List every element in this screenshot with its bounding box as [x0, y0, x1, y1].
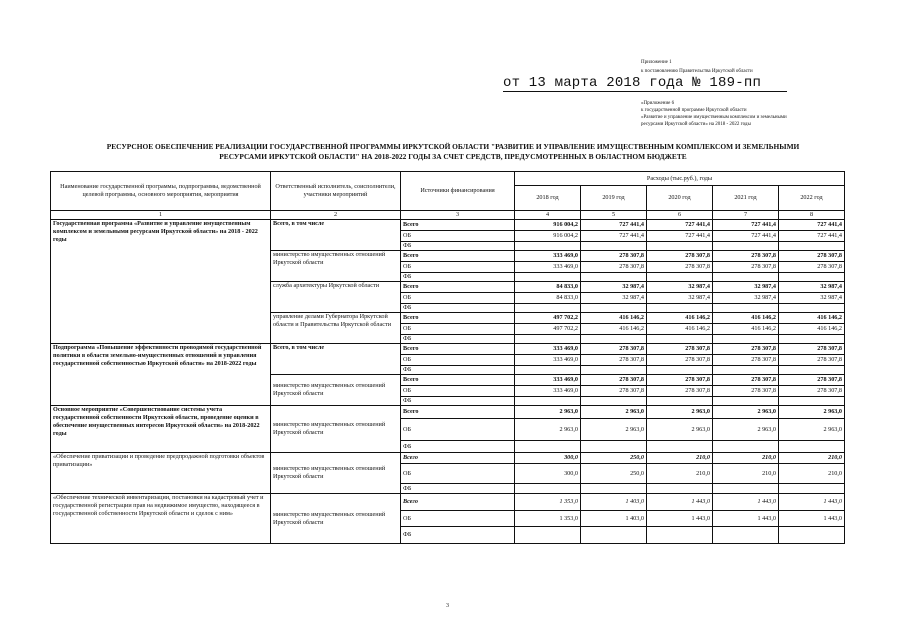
col-number: 8 [779, 211, 845, 220]
col-number: 5 [581, 211, 647, 220]
amount-cell: 32 987,4 [779, 282, 845, 293]
amount-cell: 278 307,8 [779, 262, 845, 273]
amount-cell: 2 963,0 [515, 406, 581, 419]
amount-cell [713, 397, 779, 406]
amount-cell [713, 366, 779, 375]
amount-cell: 1 353,0 [515, 494, 581, 511]
amount-cell [647, 366, 713, 375]
amount-cell [581, 335, 647, 344]
amount-cell: 727 441,4 [647, 231, 713, 242]
amount-cell: 416 146,2 [581, 324, 647, 335]
program-name: Государственная программа «Развитие и управление имущественным комплексом и земельными ресурсами Иркутской области» на 2018 - 2022 годы [51, 220, 271, 344]
amount-cell: 278 307,8 [713, 386, 779, 397]
amount-cell: 210,0 [713, 453, 779, 464]
col-number: 1 [51, 211, 271, 220]
amount-cell [647, 484, 713, 494]
amount-cell: 278 307,8 [779, 375, 845, 386]
amount-cell: 278 307,8 [647, 262, 713, 273]
amount-cell: 278 307,8 [779, 251, 845, 262]
amount-cell: 32 987,4 [713, 282, 779, 293]
executor-architecture: служба архитектуры Иркутской области [271, 282, 401, 313]
amount-cell: 2 963,0 [581, 406, 647, 419]
source-fb: ФБ [401, 335, 515, 344]
source-total: Всего [401, 453, 515, 464]
amount-cell: 2 963,0 [515, 419, 581, 441]
amount-cell [515, 304, 581, 313]
executor-ministry: министерство имущественных отношений Иркутской области [271, 406, 401, 453]
amount-cell [515, 335, 581, 344]
amount-cell: 2 963,0 [713, 419, 779, 441]
col-number: 3 [401, 211, 515, 220]
amount-cell: 916 004,2 [515, 231, 581, 242]
amount-cell: 416 146,2 [647, 313, 713, 324]
amount-cell: 727 441,4 [647, 220, 713, 231]
activity-inventory: «Обеспечение технической инвентаризации, постановки на кадастровый учет и государственной регистрации прав на недвижимое имущество, находящееся в государственной собственности Иркутской области и сделок с ним» [51, 494, 271, 544]
amount-cell [713, 273, 779, 282]
col-number: 7 [713, 211, 779, 220]
amount-cell: 2 963,0 [779, 419, 845, 441]
amount-cell [713, 484, 779, 494]
amount-cell [515, 273, 581, 282]
amount-cell: 278 307,8 [647, 251, 713, 262]
source-total: Всего [401, 313, 515, 324]
amount-cell: 278 307,8 [779, 386, 845, 397]
amount-cell [581, 484, 647, 494]
amount-cell: 1 353,0 [515, 511, 581, 527]
header-year: 2018 год [515, 186, 581, 211]
col-number: 6 [647, 211, 713, 220]
header-year: 2019 год [581, 186, 647, 211]
source-fb: ФБ [401, 304, 515, 313]
executor-ministry: министерство имущественных отношений Иркутской области [271, 375, 401, 406]
source-fb: ФБ [401, 484, 515, 494]
source-total: Всего [401, 282, 515, 293]
header-year: 2021 год [713, 186, 779, 211]
col-number: 4 [515, 211, 581, 220]
amount-cell: 1 443,0 [779, 511, 845, 527]
amount-cell: 333 469,0 [515, 375, 581, 386]
amount-cell: 278 307,8 [713, 355, 779, 366]
document-title-line: РЕСУРСАМИ ИРКУТСКОЙ ОБЛАСТИ" НА 2018-2022 ГОДЫ ЗА СЧЕТ СРЕДСТВ, ПРЕДУСМОТРЕННЫХ В ОБЛАСТНОМ БЮДЖЕТЕ [219, 152, 687, 161]
executor-ministry: министерство имущественных отношений Иркутской области [271, 251, 401, 282]
amount-cell [779, 527, 845, 544]
subprogram-name: Подпрограмма «Повышение эффективности проводимой государственной политики в области земельно-имущественных отношений и управления государственной собственностью Иркутской области» на 2018-2022 годы [51, 344, 271, 406]
amount-cell [515, 527, 581, 544]
executor-ministry: министерство имущественных отношений Иркутской области [271, 494, 401, 544]
appendix-1-subtitle: к постановлению Правительства Иркутской области [641, 69, 753, 74]
amount-cell [713, 304, 779, 313]
source-ob: ОБ [401, 464, 515, 484]
source-ob: ОБ [401, 419, 515, 441]
amount-cell: 210,0 [713, 464, 779, 484]
activity-privatization: «Обеспечение приватизации и проведение предпродажной подготовки объектов приватизации» [51, 453, 271, 494]
amount-cell: 2 963,0 [647, 419, 713, 441]
source-ob: ОБ [401, 231, 515, 242]
amount-cell [515, 242, 581, 251]
amount-cell: 497 702,2 [515, 324, 581, 335]
amount-cell [647, 397, 713, 406]
amount-cell: 32 987,4 [647, 282, 713, 293]
amount-cell [779, 397, 845, 406]
amount-cell [515, 484, 581, 494]
executor-total: Всего, в том числе [271, 220, 401, 251]
amount-cell [515, 366, 581, 375]
amount-cell [779, 484, 845, 494]
amount-cell [647, 441, 713, 453]
amount-cell: 300,0 [515, 453, 581, 464]
amount-cell [713, 527, 779, 544]
source-total: Всего [401, 344, 515, 355]
appendix-6-line: «Развитие и управление имущественным комплексом и земельными [641, 115, 787, 120]
header-year: 2022 год [779, 186, 845, 211]
appendix-1-note [641, 58, 753, 76]
source-ob: ОБ [401, 355, 515, 366]
header-executor: Ответственный исполнитель, соисполнители, участники мероприятий [271, 172, 401, 211]
amount-cell: 278 307,8 [581, 262, 647, 273]
amount-cell: 1 443,0 [713, 511, 779, 527]
amount-cell [581, 304, 647, 313]
appendix-1-title: Приложение 1 [641, 60, 672, 65]
amount-cell: 278 307,8 [713, 375, 779, 386]
amount-cell [779, 304, 845, 313]
amount-cell: 416 146,2 [713, 324, 779, 335]
amount-cell: 210,0 [647, 464, 713, 484]
header-name: Наименование государственной программы, подпрограммы, ведомственной целевой программы, основного мероприятия, мероприятия [51, 172, 271, 211]
amount-cell: 497 702,2 [515, 313, 581, 324]
amount-cell: 2 963,0 [779, 406, 845, 419]
amount-cell: 250,0 [581, 453, 647, 464]
amount-cell: 333 469,0 [515, 355, 581, 366]
amount-cell [713, 441, 779, 453]
appendix-6-line: к государственной программе Иркутской области [641, 108, 747, 113]
amount-cell [713, 335, 779, 344]
source-fb: ФБ [401, 273, 515, 282]
amount-cell [581, 397, 647, 406]
amount-cell: 1 443,0 [713, 494, 779, 511]
appendix-6-note [641, 100, 787, 128]
amount-cell: 1 443,0 [647, 494, 713, 511]
header-source: Источники финансирования [401, 172, 515, 211]
amount-cell: 333 469,0 [515, 262, 581, 273]
amount-cell [779, 335, 845, 344]
amount-cell: 278 307,8 [647, 344, 713, 355]
amount-cell: 278 307,8 [647, 386, 713, 397]
amount-cell [581, 242, 647, 251]
amount-cell: 333 469,0 [515, 251, 581, 262]
amount-cell: 1 403,0 [581, 494, 647, 511]
amount-cell: 333 469,0 [515, 386, 581, 397]
source-total: Всего [401, 406, 515, 419]
source-total: Всего [401, 251, 515, 262]
amount-cell: 416 146,2 [779, 313, 845, 324]
amount-cell [515, 397, 581, 406]
amount-cell: 84 833,0 [515, 293, 581, 304]
amount-cell: 2 963,0 [647, 406, 713, 419]
amount-cell: 250,0 [581, 464, 647, 484]
amount-cell: 416 146,2 [779, 324, 845, 335]
appendix-6-line: «Приложение 6 [641, 101, 675, 106]
amount-cell: 32 987,4 [647, 293, 713, 304]
page-number: 3 [446, 603, 449, 609]
amount-cell: 416 146,2 [647, 324, 713, 335]
document-title [50, 142, 856, 162]
source-ob: ОБ [401, 511, 515, 527]
amount-cell [647, 273, 713, 282]
source-fb: ФБ [401, 527, 515, 544]
amount-cell [581, 273, 647, 282]
amount-cell: 278 307,8 [713, 251, 779, 262]
amount-cell: 278 307,8 [779, 355, 845, 366]
amount-cell: 727 441,4 [779, 220, 845, 231]
source-fb: ФБ [401, 441, 515, 453]
amount-cell: 278 307,8 [581, 355, 647, 366]
amount-cell [581, 441, 647, 453]
amount-cell [779, 273, 845, 282]
source-total: Всего [401, 494, 515, 511]
resolution-date-text: от 13 марта 2018 года № 189-пп [503, 75, 787, 92]
source-ob: ОБ [401, 324, 515, 335]
amount-cell: 278 307,8 [581, 344, 647, 355]
amount-cell [779, 242, 845, 251]
source-fb: ФБ [401, 397, 515, 406]
amount-cell: 727 441,4 [713, 231, 779, 242]
amount-cell: 333 469,0 [515, 344, 581, 355]
amount-cell [581, 366, 647, 375]
amount-cell: 32 987,4 [581, 293, 647, 304]
amount-cell: 210,0 [647, 453, 713, 464]
amount-cell [647, 242, 713, 251]
amount-cell: 727 441,4 [581, 220, 647, 231]
source-fb: ФБ [401, 366, 515, 375]
amount-cell: 278 307,8 [647, 355, 713, 366]
amount-cell: 278 307,8 [581, 386, 647, 397]
source-total: Всего [401, 375, 515, 386]
amount-cell: 2 963,0 [713, 406, 779, 419]
executor-governor-affairs: управление делами Губернатора Иркутской области и Правительства Иркутской области [271, 313, 401, 344]
amount-cell: 416 146,2 [713, 313, 779, 324]
amount-cell: 1 443,0 [647, 511, 713, 527]
source-total: Всего [401, 220, 515, 231]
amount-cell: 1 443,0 [779, 494, 845, 511]
executor-ministry: министерство имущественных отношений Иркутской области [271, 453, 401, 494]
amount-cell: 32 987,4 [779, 293, 845, 304]
amount-cell: 278 307,8 [581, 375, 647, 386]
amount-cell [779, 441, 845, 453]
source-ob: ОБ [401, 262, 515, 273]
amount-cell: 727 441,4 [713, 220, 779, 231]
amount-cell: 278 307,8 [713, 262, 779, 273]
amount-cell: 32 987,4 [581, 282, 647, 293]
amount-cell: 416 146,2 [581, 313, 647, 324]
amount-cell: 2 963,0 [581, 419, 647, 441]
amount-cell: 278 307,8 [581, 251, 647, 262]
amount-cell: 727 441,4 [581, 231, 647, 242]
amount-cell: 278 307,8 [779, 344, 845, 355]
amount-cell [647, 527, 713, 544]
source-ob: ОБ [401, 386, 515, 397]
main-activity-name: Основное мероприятие «Совершенствование системы учета государственной собственности Иркутской области, проведение оценки в обеспечение имущественных интересов Иркутской области» на 2018-2022 годы [51, 406, 271, 453]
amount-cell: 32 987,4 [713, 293, 779, 304]
amount-cell: 210,0 [779, 464, 845, 484]
header-year: 2020 год [647, 186, 713, 211]
amount-cell: 210,0 [779, 453, 845, 464]
amount-cell [647, 304, 713, 313]
amount-cell [581, 527, 647, 544]
amount-cell: 84 833,0 [515, 282, 581, 293]
amount-cell: 916 004,2 [515, 220, 581, 231]
amount-cell: 1 403,0 [581, 511, 647, 527]
amount-cell: 278 307,8 [713, 344, 779, 355]
amount-cell [647, 335, 713, 344]
col-number: 2 [271, 211, 401, 220]
executor-total: Всего, в том числе [271, 344, 401, 375]
resolution-date [503, 75, 787, 91]
amount-cell [515, 441, 581, 453]
amount-cell [713, 242, 779, 251]
source-ob: ОБ [401, 293, 515, 304]
amount-cell: 300,0 [515, 464, 581, 484]
amount-cell [779, 366, 845, 375]
source-fb: ФБ [401, 242, 515, 251]
appendix-6-line: ресурсами Иркутской области» на 2018 - 2022 годы [641, 122, 751, 127]
document-title-line: РЕСУРСНОЕ ОБЕСПЕЧЕНИЕ РЕАЛИЗАЦИИ ГОСУДАРСТВЕННОЙ ПРОГРАММЫ ИРКУТСКОЙ ОБЛАСТИ "РАЗВИТИЕ И УПРАВЛЕНИЕ ИМУЩЕСТВЕННЫМ КОМПЛЕКСОМ И ЗЕМЕЛЬНЫМИ [106, 142, 800, 151]
amount-cell: 278 307,8 [647, 375, 713, 386]
header-expenses: Расходы (тыс.руб.), годы [515, 172, 845, 186]
resource-table [50, 171, 845, 544]
amount-cell: 727 441,4 [779, 231, 845, 242]
